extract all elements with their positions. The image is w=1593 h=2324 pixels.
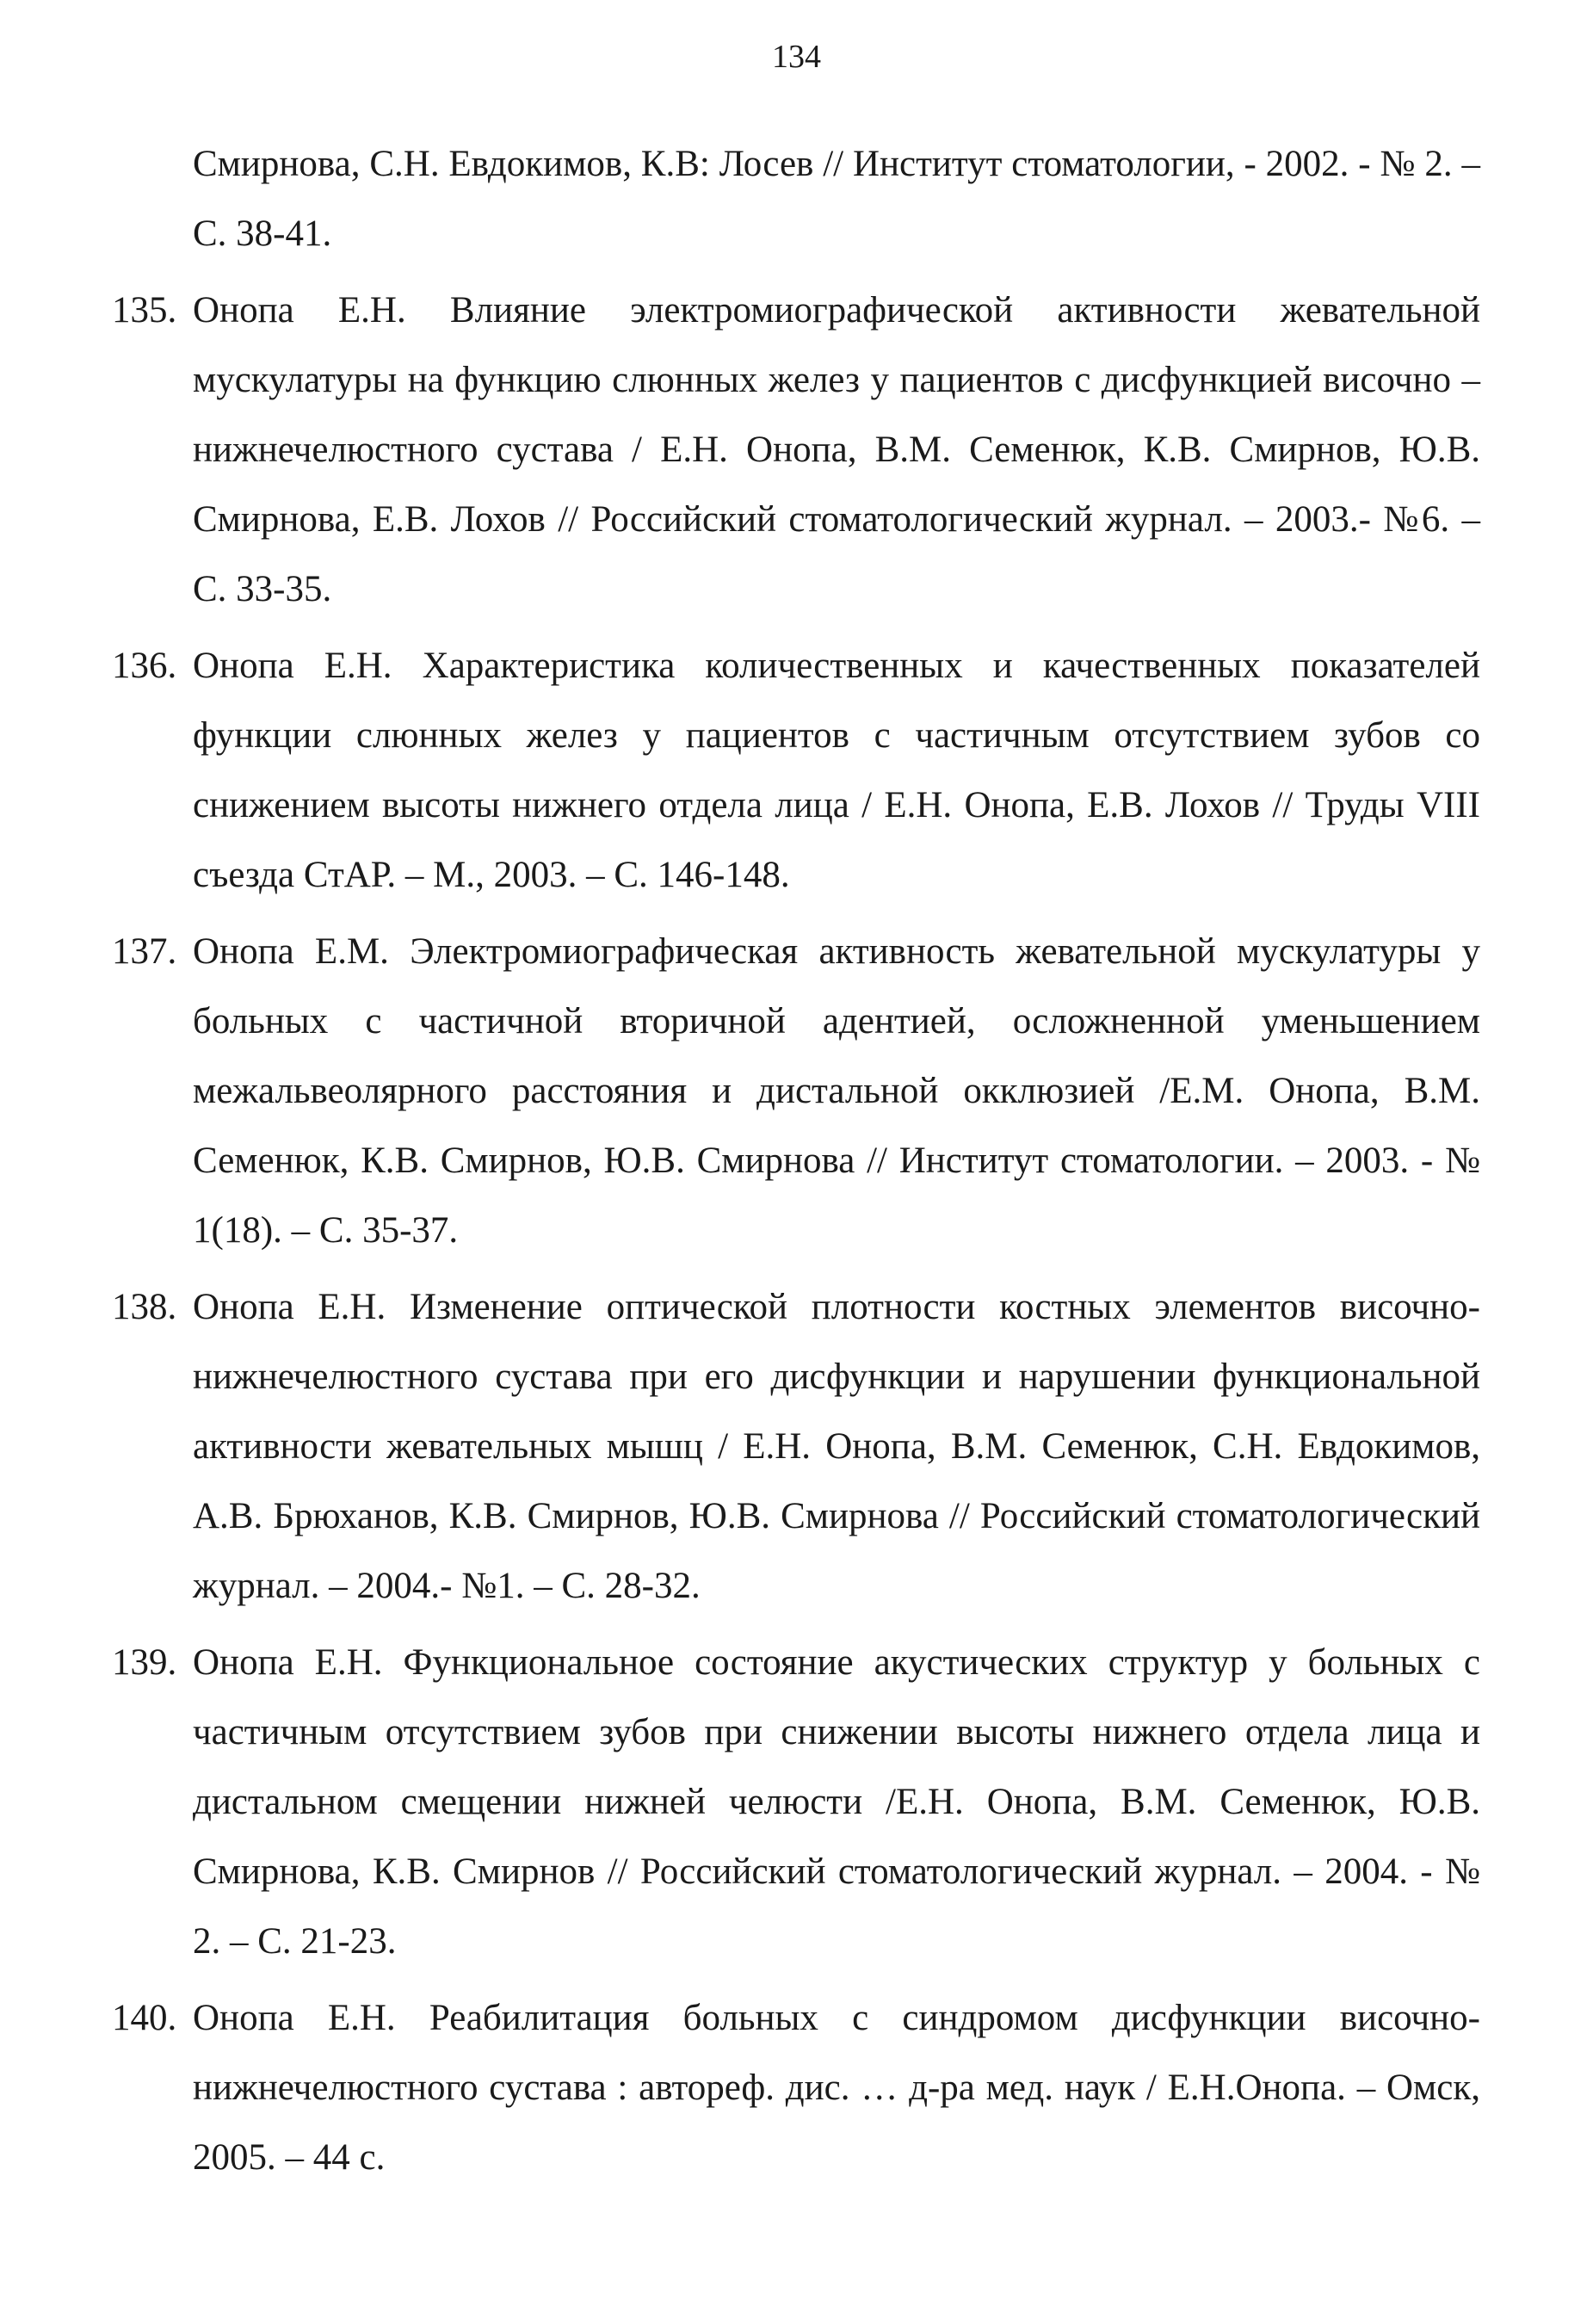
reference-text: Онопа Е.Н. Реабилитация больных с синдромом дисфункции височно-нижнечелюстного сустава : автореф. дис. … д-ра мед. наук / Е.Н.Онопа. – Омск, 2005. – 44 с. <box>193 1998 1480 2178</box>
reference-number: 139. <box>112 1642 177 1683</box>
reference-text: Онопа Е.Н. Влияние электромиографической активности жевательной мускулатуры на функцию слюнных желез у пациентов с дисфункцией височно – нижнечелюстного сустава / Е.Н. Онопа, В.М. Семенюк, К.В. Смирнов, Ю.В. Смирнова, Е.В. Лохов // Российский стоматологический журнал. – 2003.- №6. – С. 33-35. <box>193 290 1480 609</box>
reference-item-139 <box>112 1628 1480 1976</box>
reference-number: 138. <box>112 1287 177 1327</box>
reference-text: Онопа Е.М. Электромиографическая активность жевательной мускулатуры у больных с частичной вторичной адентией, осложненной уменьшением межальвеолярного расстояния и дистальной окклюзией /Е.М. Онопа, В.М. Семенюк, К.В. Смирнов, Ю.В. Смирнова // Институт стоматологии. – 2003. - № 1(18). – С. 35-37. <box>193 931 1480 1251</box>
reference-item-140 <box>112 1983 1480 2192</box>
reference-number: 140. <box>112 1998 177 2038</box>
reference-number: 135. <box>112 290 177 331</box>
reference-number: 136. <box>112 646 177 686</box>
reference-text: Онопа Е.Н. Изменение оптической плотности костных элементов височно- нижнечелюстного сустава при его дисфункции и нарушении функциональной активности жевательных мышц / Е.Н. Онопа, В.М. Семенюк, С.Н. Евдокимов, А.В. Брюханов, К.В. Смирнов, Ю.В. Смирнова // Российский стоматологический журнал. – 2004.- №1. – С. 28-32. <box>193 1287 1480 1606</box>
reference-text: Онопа Е.Н. Характеристика количественных и качественных показателей функции слюнных желез у пациентов с частичным отсутствием зубов со снижением высоты нижнего отдела лица / Е.Н. Онопа, Е.В. Лохов // Труды VIII съезда СтАР. – М., 2003. – С. 146-148. <box>193 646 1480 895</box>
reference-item-136 <box>112 631 1480 910</box>
reference-text: Смирнова, С.Н. Евдокимов, К.В: Лосев // Институт стоматологии, - 2002. - № 2. – С. 38-41. <box>193 144 1480 254</box>
reference-item-137 <box>112 917 1480 1265</box>
reference-text: Онопа Е.Н. Функциональное состояние акустических структур у больных с частичным отсутствием зубов при снижении высоты нижнего отдела лица и дистальном смещении нижней челюсти /Е.Н. Онопа, В.М. Семенюк, Ю.В. Смирнова, К.В. Смирнов // Российский стоматологический журнал. – 2004. - № 2. – С. 21-23. <box>193 1642 1480 1962</box>
reference-number: 137. <box>112 931 177 972</box>
reference-list <box>112 129 1480 2199</box>
reference-item-continued <box>112 129 1480 269</box>
reference-item-138 <box>112 1272 1480 1621</box>
page-number: 134 <box>772 39 821 75</box>
reference-item-135 <box>112 275 1480 624</box>
